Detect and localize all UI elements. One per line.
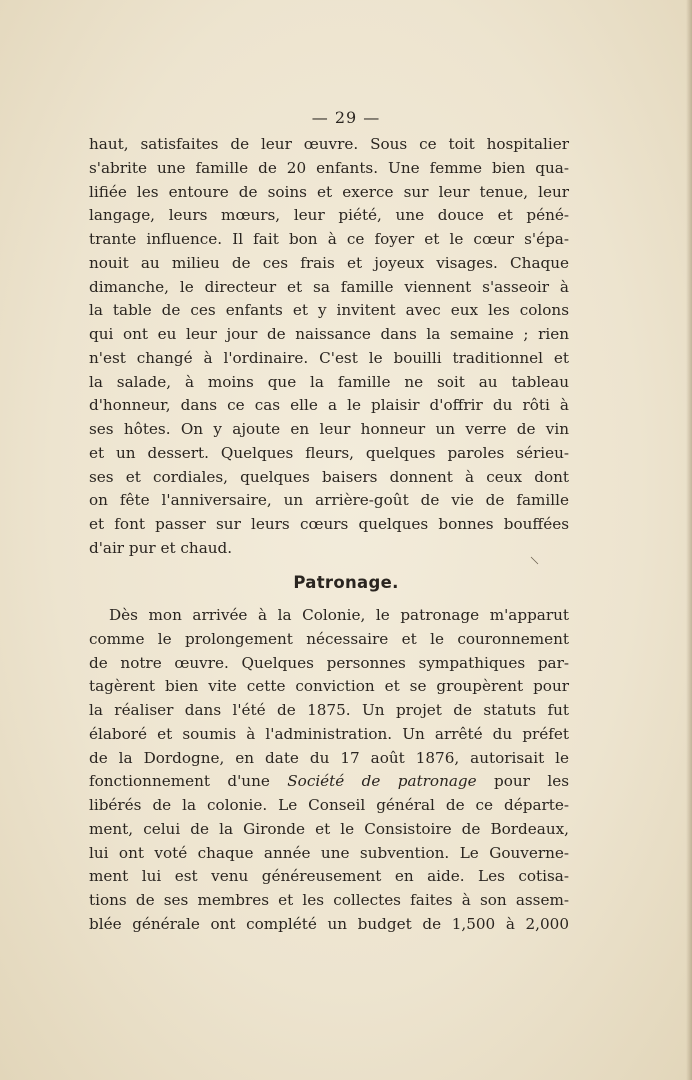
italic-term: Société de patronage: [287, 772, 477, 791]
text-line: blée générale ont complété un budget de 1,500 à 2,000: [89, 914, 569, 933]
text-line: d'air pur et chaud.: [89, 538, 233, 557]
text-line: ment, celui de la Gironde et le Consistoire de Bordeaux,: [89, 819, 569, 838]
text-line: langage, leurs mœurs, leur piété, une douce et péné-: [89, 206, 569, 225]
text-line: la réaliser dans l'été de 1875. Un projet de statuts fut: [89, 701, 569, 719]
text-line: tagèrent bien vite cette conviction et se groupèrent pour: [89, 677, 569, 696]
text-line: Dès mon arrivée à la Colonie, le patronage m'apparut: [109, 606, 569, 624]
text-line: lifiée les entoure de soins et exerce sur leur tenue, leur: [89, 182, 569, 201]
text-line: de notre œuvre. Quelques personnes sympathiques par-: [89, 653, 569, 672]
paragraph-2: [89, 604, 569, 937]
text-segment: pour les: [476, 772, 569, 791]
text-line: lui ont voté chaque année une subvention. Le Gouverne-: [89, 843, 569, 862]
text-line-with-italic: [89, 770, 569, 794]
text-line: dimanche, le directeur et sa famille viennent s'asseoir à: [89, 277, 569, 296]
text-line: ses hôtes. On y ajoute en leur honneur un verre de vin: [89, 420, 569, 438]
page-edge-shadow: [686, 0, 692, 1080]
paragraph-1: [89, 133, 569, 561]
text-line: haut, satisfaites de leur œuvre. Sous ce toit hospitalier: [89, 135, 569, 153]
text-line: qui ont eu leur jour de naissance dans la semaine ; rien: [89, 325, 569, 343]
pencil-mark-icon: [530, 556, 540, 566]
text-line: ment lui est venu généreusement en aide. Les cotisa-: [89, 867, 569, 886]
text-line: et font passer sur leurs cœurs quelques bonnes bouffées: [89, 515, 569, 533]
text-line: la table de ces enfants et y invitent avec eux les colons: [89, 301, 569, 320]
text-line: comme le prolongement nécessaire et le couronnement: [89, 629, 569, 648]
text-line: de la Dordogne, en date du 17 août 1876, autorisait le: [89, 748, 569, 767]
text-line: la salade, à moins que la famille ne soit au tableau: [89, 372, 569, 391]
section-heading: Patronage.: [293, 573, 399, 592]
text-line: élaboré et soumis à l'administration. Un arrêté du préfet: [89, 724, 569, 743]
text-line: s'abrite une famille de 20 enfants. Une femme bien qua-: [89, 158, 569, 177]
text-line: ses et cordiales, quelques baisers donnent à ceux dont: [89, 467, 569, 486]
text-line: trante influence. Il fait bon à ce foyer et le cœur s'épa-: [89, 230, 569, 248]
text-line: tions de ses membres et les collectes faites à son assem-: [89, 891, 569, 909]
text-segment: fonctionnement d'une: [89, 772, 288, 791]
text-line: libérés de la colonie. Le Conseil général de ce départe-: [89, 796, 569, 814]
text-line: d'honneur, dans ce cas elle a le plaisir d'offrir du rôti à: [89, 396, 569, 415]
text-line: et un dessert. Quelques fleurs, quelques paroles sérieu-: [89, 443, 569, 462]
page-number: — 29 —: [311, 108, 381, 127]
text-line: nouit au milieu de ces frais et joyeux visages. Chaque: [89, 253, 569, 272]
text-line: on fête l'anniversaire, un arrière-goût de vie de famille: [89, 491, 569, 510]
text-line: n'est changé à l'ordinaire. C'est le bouilli traditionnel et: [89, 348, 569, 367]
